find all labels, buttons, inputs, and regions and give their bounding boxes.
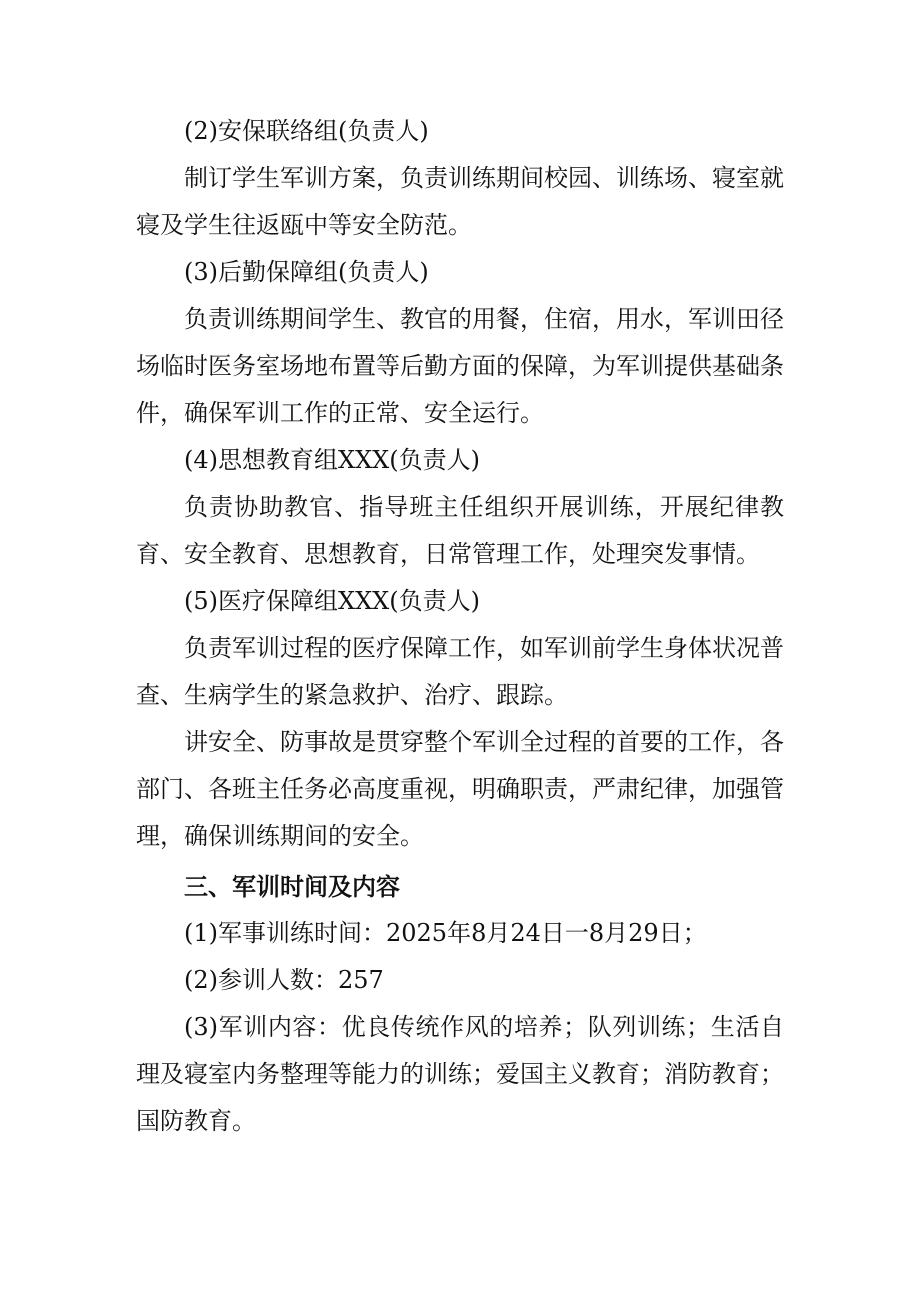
document-body bbox=[136, 108, 784, 1145]
subsection-security-liaison-group: (2)安保联络组(负责人) bbox=[184, 117, 429, 145]
safety-emphasis-paragraph: 讲安全、防事故是贯穿整个军训全过程的首要的工作，各部门、各班主任务必高度重视，明确职责，严肃纪律，加强管理，确保训练期间的安全。 bbox=[136, 728, 784, 850]
subsection-medical-group: (5)医疗保障组XXX(负责人) bbox=[184, 587, 480, 615]
subsection-ideology-education-group: (4)思想教育组XXX(负责人) bbox=[184, 446, 480, 474]
medical-description: 负责军训过程的医疗保障工作，如军训前学生身体状况普查、生病学生的紧急救护、治疗、跟踪。 bbox=[136, 634, 784, 709]
security-liaison-description: 制订学生军训方案，负责训练期间校园、训练场、寝室就寝及学生往返瓯中等安全防范。 bbox=[136, 164, 784, 239]
subsection-logistics-group: (3)后勤保障组(负责人) bbox=[184, 258, 429, 286]
participant-count-item: (2)参训人数：257 bbox=[184, 966, 384, 994]
training-content-item: (3)军训内容：优良传统作风的培养；队列训练；生活自理及寝室内务整理等能力的训练；爱国主义教育；消防教育；国防教育。 bbox=[136, 1013, 784, 1135]
section-heading-time-and-content: 三、军训时间及内容 bbox=[184, 872, 400, 901]
ideology-education-description: 负责协助教官、指导班主任组织开展训练，开展纪律教育、安全教育、思想教育，日常管理工作，处理突发事情。 bbox=[136, 493, 784, 568]
training-time-item: (1)军事训练时间：2025年8月24日一8月29日； bbox=[184, 919, 707, 947]
logistics-description: 负责训练期间学生、教官的用餐，住宿，用水，军训田径场临时医务室场地布置等后勤方面的保障，为军训提供基础条件，确保军训工作的正常、安全运行。 bbox=[136, 305, 784, 427]
